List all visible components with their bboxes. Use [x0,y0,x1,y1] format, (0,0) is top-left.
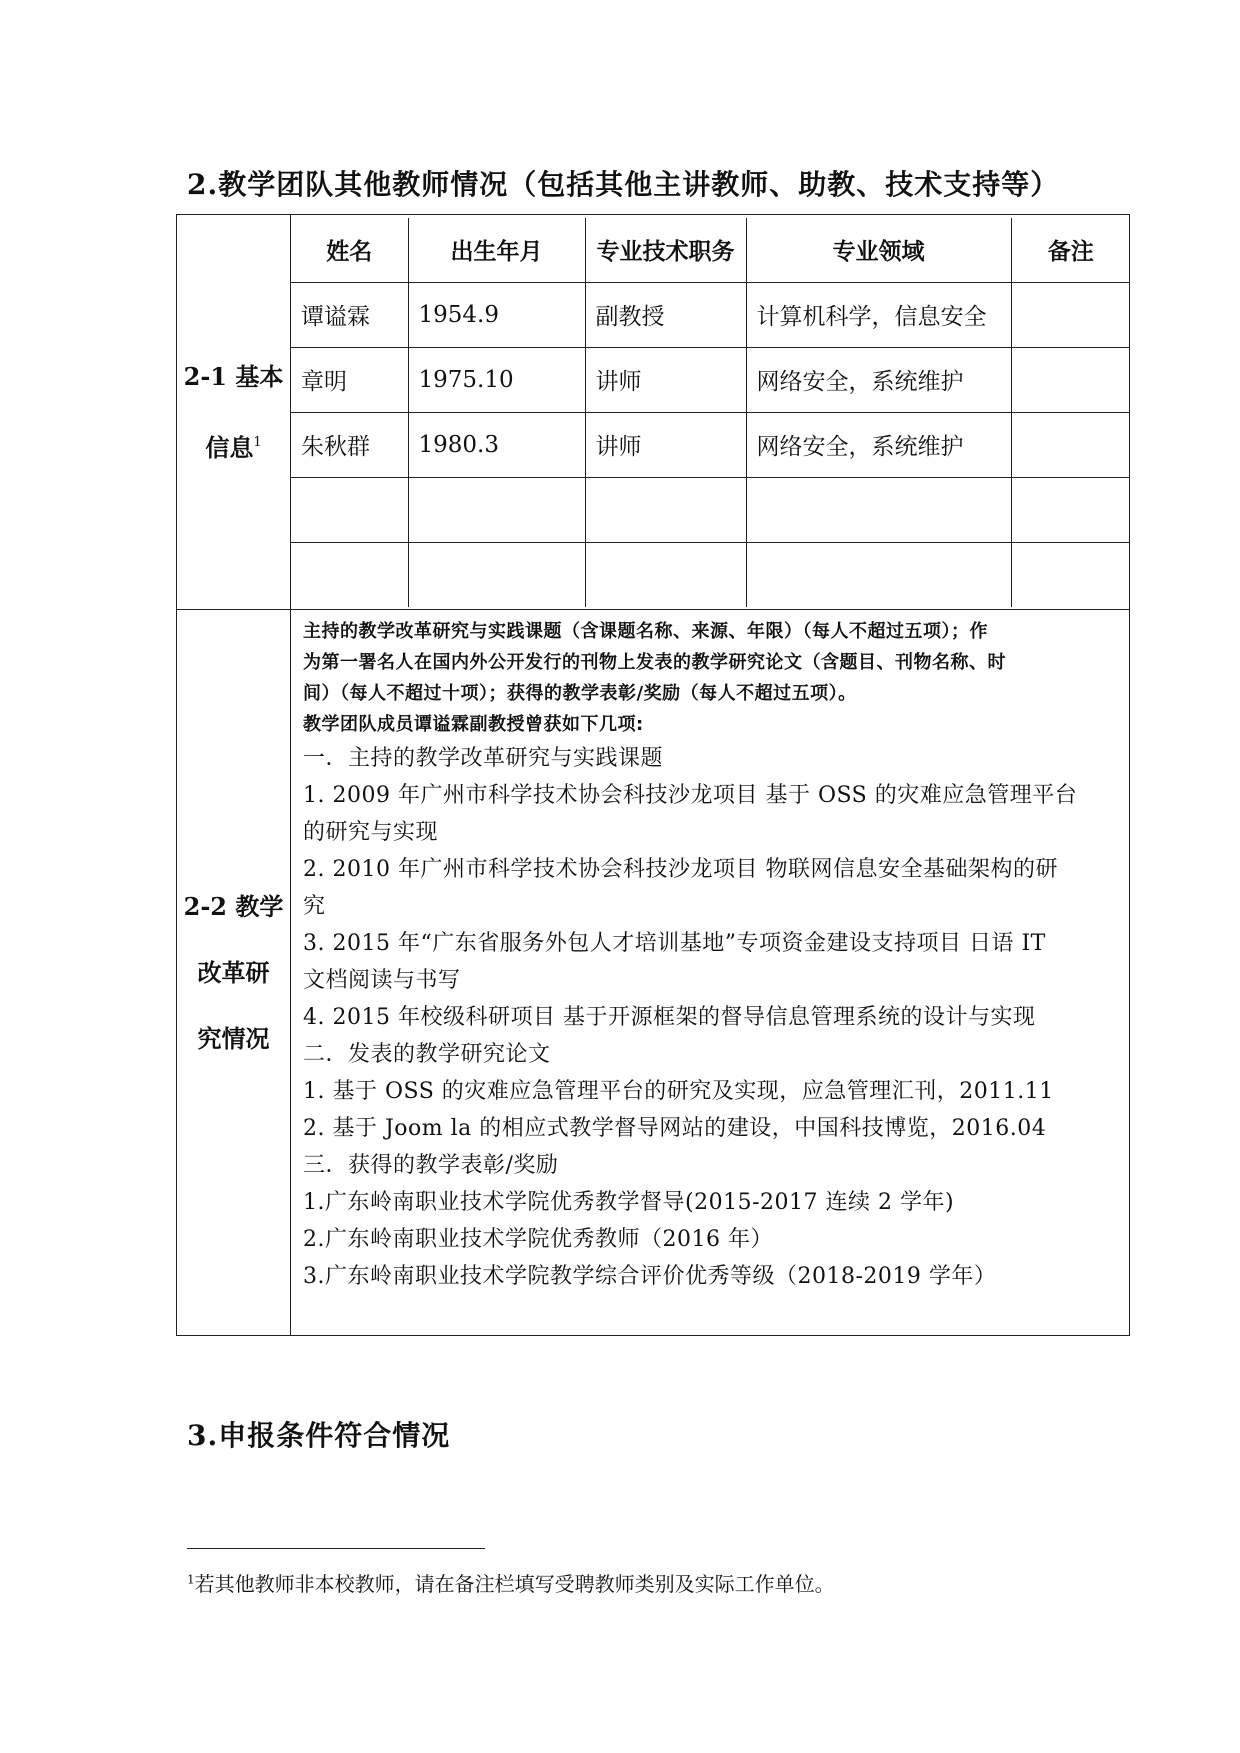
teacher-info-table [176,214,1130,1336]
research-label-line2: 改革研 [197,957,270,987]
cell-name: 章明 [291,347,408,412]
table-row [291,477,1130,542]
cell-remark [1011,412,1130,477]
basic-info-table [291,218,1130,607]
cell-birth: 1975.10 [408,347,585,412]
cell-remark [1011,542,1130,607]
footnote-number: 1 [187,1572,195,1587]
header-name: 姓名 [291,218,408,283]
section-3-heading: 3.申报条件符合情况 [187,1419,451,1452]
cell-name: 谭谥霖 [291,282,408,347]
table-row [291,412,1130,477]
research-line: 究 [303,894,326,919]
cell-field: 网络安全，系统维护 [746,347,1011,412]
instruction-line: 教学团队成员谭谥霖副教授曾获如下几项: [303,714,644,735]
footnote [187,1568,835,1597]
research-line: 的研究与实现 [303,820,439,845]
research-line: 2. 2010 年广州市科学技术协会科技沙龙项目 物联网信息安全基础架构的研 [303,857,1058,882]
research-line: 二．发表的教学研究论文 [303,1042,551,1067]
research-line: 1.广东岭南职业技术学院优秀教学督导(2015-2017 连续 2 学年) [303,1190,955,1215]
cell-birth [408,477,585,542]
cell-field: 计算机科学，信息安全 [746,282,1011,347]
research-line: 三．获得的教学表彰/奖励 [303,1153,559,1178]
cell-title [585,542,746,607]
header-field: 专业领域 [746,218,1011,283]
basic-info-label-line2: 信息 [205,432,254,462]
cell-name [291,477,408,542]
research-label-line3: 究情况 [197,1023,270,1053]
cell-remark [1011,282,1130,347]
research-label-line1: 2-2 教学 [183,891,284,921]
basic-info-label [177,215,291,610]
cell-birth [408,542,585,607]
cell-birth: 1954.9 [408,282,585,347]
research-line: 2.广东岭南职业技术学院优秀教师（2016 年） [303,1227,773,1252]
basic-info-cell [291,215,1130,610]
research-line: 2. 基于 Joom la 的相应式教学督导网站的建设，中国科技博览，2016.04 [303,1116,1047,1141]
research-line: 3.广东岭南职业技术学院教学综合评价优秀等级（2018-2019 学年） [303,1264,997,1289]
research-line: 1. 基于 OSS 的灾难应急管理平台的研究及实现，应急管理汇刊，2011.11 [303,1079,1054,1104]
cell-title: 副教授 [585,282,746,347]
research-line: 1. 2009 年广州市科学技术协会科技沙龙项目 基于 OSS 的灾难应急管理平台 [303,783,1078,808]
research-line: 一．主持的教学改革研究与实践课题 [303,746,664,771]
cell-name [291,542,408,607]
basic-info-label-line1: 2-1 基本 [183,361,284,391]
header-remark: 备注 [1011,218,1130,283]
footnote-text: 若其他教师非本校教师，请在备注栏填写受聘教师类别及实际工作单位。 [194,1572,835,1596]
instruction-line: 间）（每人不超过十项）；获得的教学表彰/奖励（每人不超过五项）。 [303,683,857,704]
instruction-line: 主持的教学改革研究与实践课题（含课题名称、来源、年限）（每人不超过五项）；作 [303,621,988,642]
cell-title: 讲师 [585,347,746,412]
header-birth: 出生年月 [408,218,585,283]
footnote-divider [187,1548,485,1549]
cell-remark [1011,477,1130,542]
cell-birth: 1980.3 [408,412,585,477]
research-line: 4. 2015 年校级科研项目 基于开源框架的督导信息管理系统的设计与实现 [303,1005,1036,1030]
cell-name: 朱秋群 [291,412,408,477]
cell-title [585,477,746,542]
cell-field [746,542,1011,607]
research-line: 3. 2015 年“广东省服务外包人才培训基地”专项资金建设支持项目 日语 IT [303,931,1046,956]
research-line: 文档阅读与书写 [303,968,461,993]
cell-field [746,477,1011,542]
cell-field: 网络安全，系统维护 [746,412,1011,477]
cell-title: 讲师 [585,412,746,477]
instruction-line: 为第一署名人在国内外公开发行的刊物上发表的教学研究论文（含题目、刊物名称、时 [303,652,1006,673]
table-row [291,347,1130,412]
footnote-marker: 1 [253,434,262,450]
research-label [177,610,291,1336]
header-title: 专业技术职务 [585,218,746,283]
research-content [291,610,1130,1336]
table-row [291,282,1130,347]
cell-remark [1011,347,1130,412]
table-row [291,542,1130,607]
section-2-heading: 2.教学团队其他教师情况（包括其他主讲教师、助教、技术支持等） [187,168,1060,201]
header-row [291,218,1130,283]
